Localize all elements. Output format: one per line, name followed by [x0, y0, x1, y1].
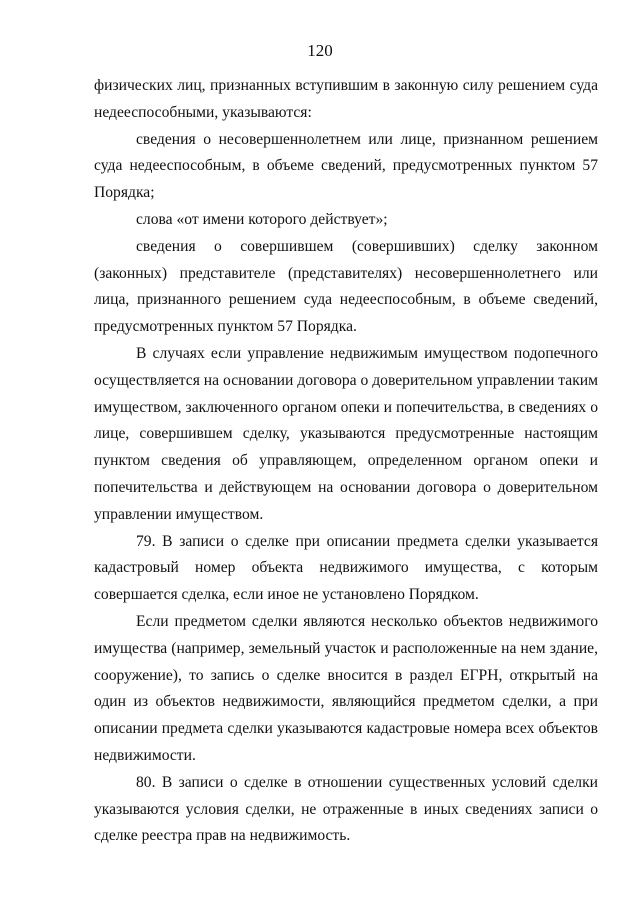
paragraph-minor-info: сведения о несовершеннолетнем или лице, признанном решением суда недееспособным, в объеме сведений, предусмотренных пунктом 57 Порядка; [94, 130, 598, 202]
paragraph-item-80: 80. В записи о сделке в отношении существенных условий сделки указываются условия сделки, не отраженные в иных сведениях записи о сделке реестра прав на недвижимость. [94, 773, 598, 845]
paragraph-item-79: 79. В записи о сделке при описании предмета сделки указывается кадастровый номер объекта недвижимого имущества, с которым совершается сделка, если иное не установлено Порядком. [94, 532, 598, 604]
paragraph-continuation: физических лиц, признанных вступившим в законную силу решением суда недееспособными, указываются: [94, 77, 598, 121]
paragraph-on-behalf-words: слова «от имени которого действует»; [136, 210, 388, 228]
paragraph-legal-representative: сведения о совершившем (совершивших) сделку законном (законных) представителе (представителях) несовершеннолетнего или лица, признанного решением суда недееспособным, в объеме сведений, предусмотренных пунктом 57 Порядка. [94, 237, 598, 336]
paragraph-multiple-objects: Если предметом сделки являются несколько объектов недвижимого имущества (например, земельный участок и расположенные на нем здание, сооружение), то запись о сделке вносится в раздел ЕГРН, открытый на один из объектов недвижимости, являющийся предметом сделки, а при описании предмета сделки указываются кадастровые номера всех объектов недвижимости. [94, 612, 598, 764]
document-body [94, 73, 598, 850]
page-number: 120 [307, 41, 333, 60]
paragraph-trust-management: В случаях если управление недвижимым имуществом подопечного осуществляется на основании договора о доверительном управлении таким имуществом, заключенного органом опеки и попечительства, в сведениях о лице, совершившем сделку, указываются предусмотренные настоящим пунктом сведения об управляющем, определенном органом опеки и попечительства и действующем на основании договора о доверительном управлении имуществом. [94, 344, 598, 523]
